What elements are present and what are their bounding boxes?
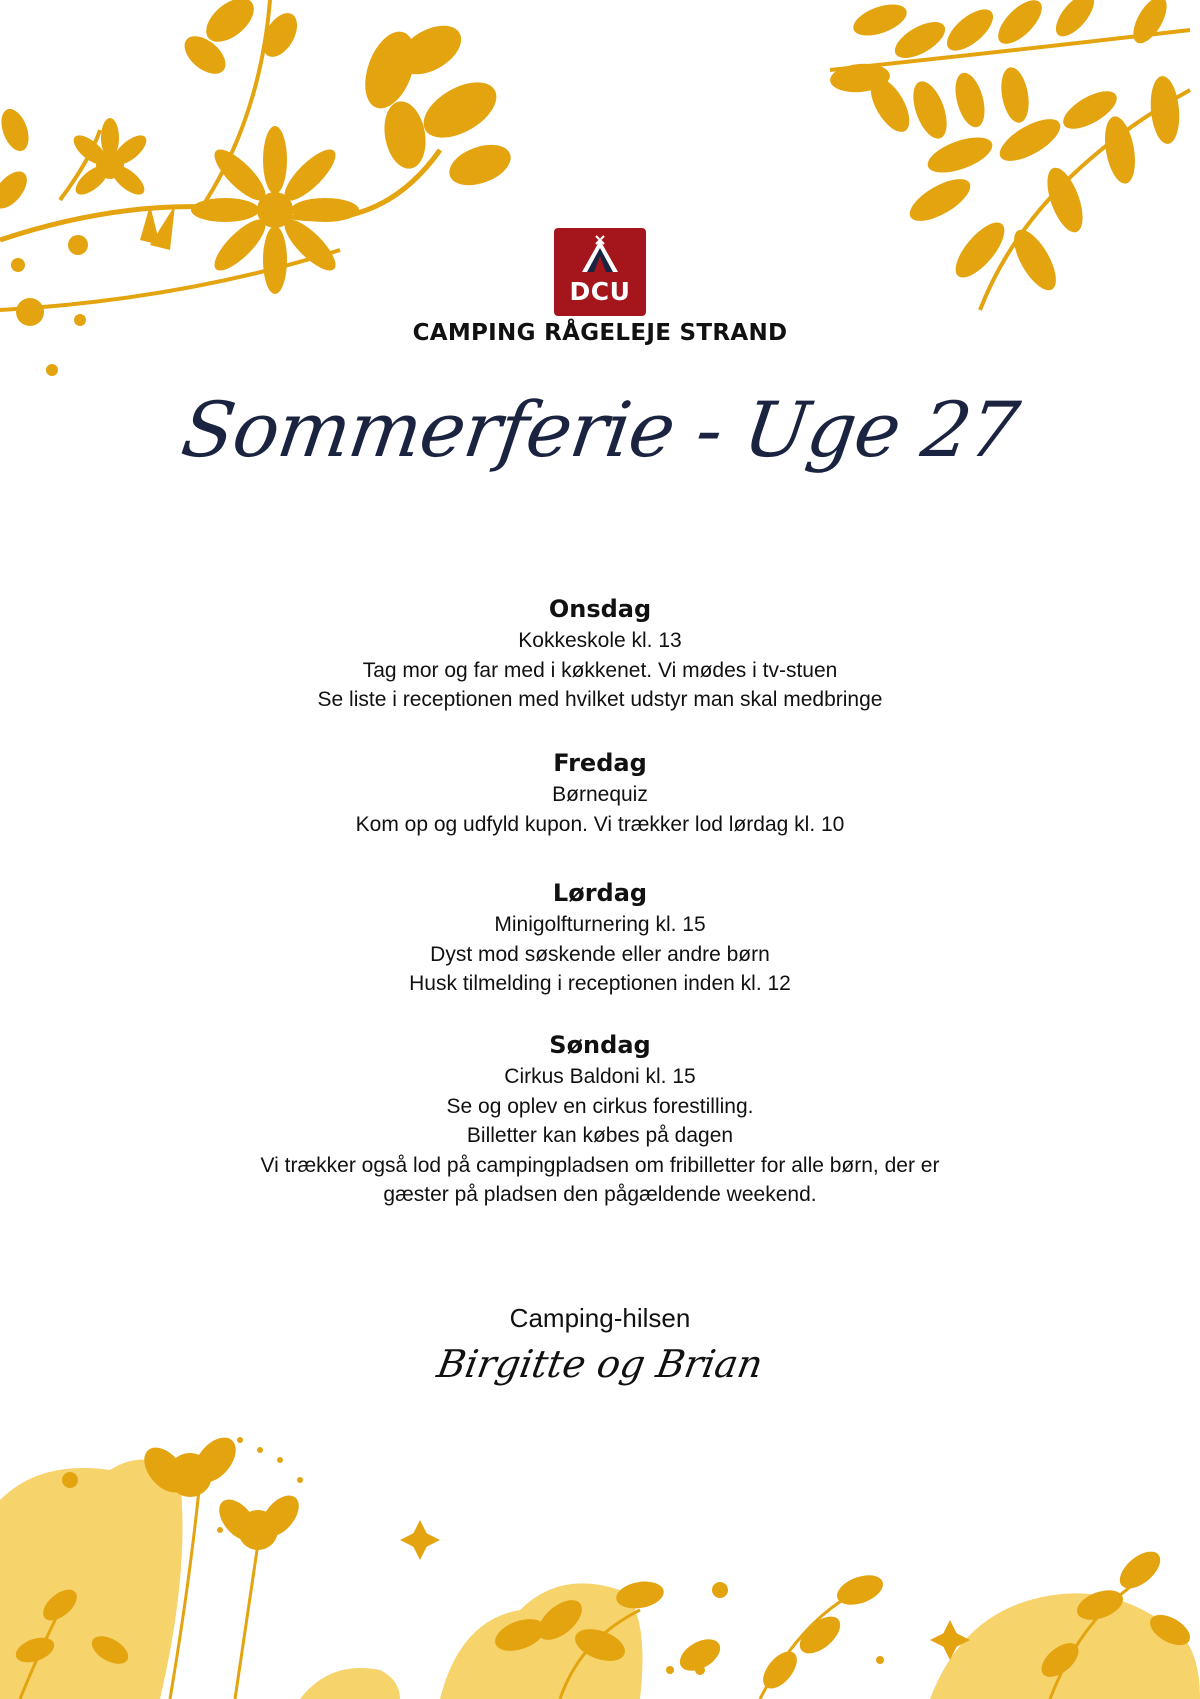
floral-decoration-bottom — [0, 1420, 1200, 1699]
event-line: Kom op og udfyld kupon. Vi trækker lod lørdag kl. 10 — [355, 812, 845, 836]
day-heading: Lørdag — [552, 879, 648, 907]
schedule-section-onsdag — [100, 592, 1100, 715]
event-line: Dyst mod søskende eller andre børn — [430, 942, 770, 966]
event-line: Minigolfturnering kl. 15 — [494, 913, 706, 936]
event-line: Børnequiz — [552, 783, 648, 806]
event-line: Vi trækker også lod på campingpladsen om fribilletter for alle børn, der er — [260, 1153, 940, 1177]
day-heading: Onsdag — [548, 595, 652, 623]
schedule-section-fredag — [100, 746, 1100, 839]
event-line: Cirkus Baldoni kl. 15 — [504, 1065, 696, 1088]
campsite-name: CAMPING RÅGELEJE STRAND — [412, 320, 788, 346]
tent-icon — [554, 234, 646, 274]
signature: Birgitte og Brian — [433, 1342, 767, 1386]
dcu-logo — [554, 228, 646, 316]
event-line: Tag mor og far med i køkkenet. Vi mødes i tv-stuen — [362, 658, 838, 682]
event-line: Billetter kan købes på dagen — [466, 1124, 734, 1147]
day-heading: Søndag — [549, 1031, 651, 1059]
event-line: Se og oplev en cirkus forestilling. — [446, 1094, 754, 1118]
event-line: Kokkeskole kl. 13 — [518, 629, 682, 652]
event-line: Husk tilmelding i receptionen inden kl. 12 — [409, 972, 791, 995]
event-line: Se liste i receptionen med hvilket udstyr man skal medbringe — [317, 688, 883, 711]
branch-decoration-top-right — [820, 0, 1200, 320]
day-heading: Fredag — [553, 749, 647, 777]
schedule-section-sondag — [100, 1028, 1100, 1210]
greeting: Camping-hilsen — [509, 1303, 691, 1333]
logo-text: DCU — [569, 277, 631, 306]
schedule-section-lordag — [100, 876, 1100, 999]
page-title: Sommerferie - Uge 27 — [176, 385, 1024, 474]
event-line: gæster på pladsen den pågældende weekend. — [383, 1183, 817, 1206]
